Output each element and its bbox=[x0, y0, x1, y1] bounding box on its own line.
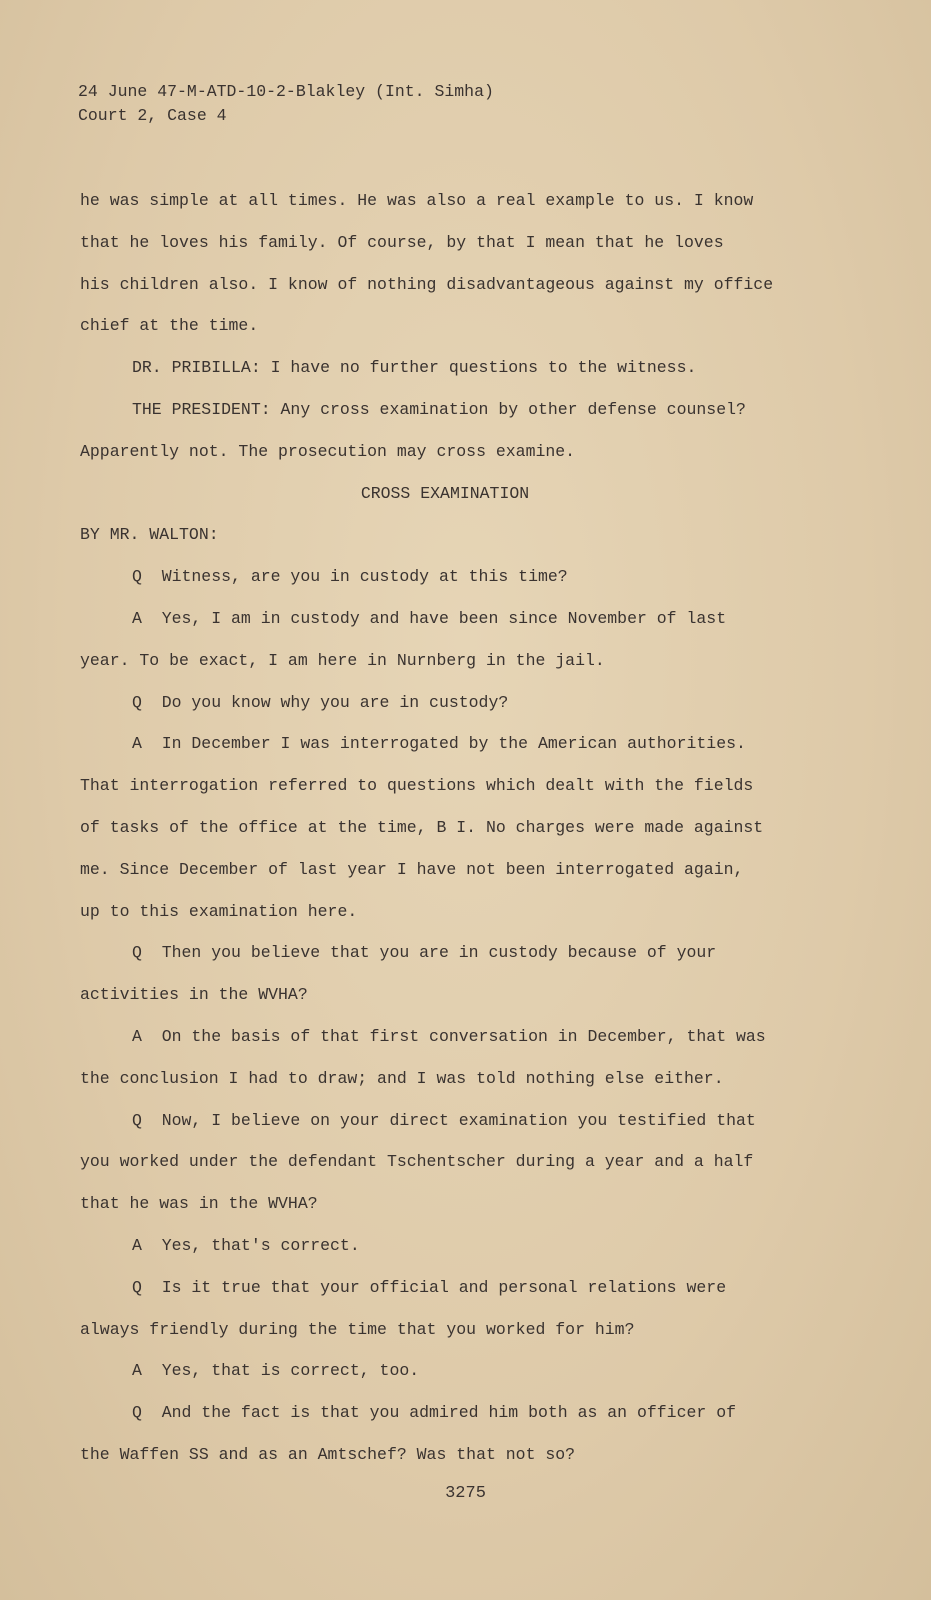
speaker-line: THE PRESIDENT: Any cross examination by other defense counsel? bbox=[132, 399, 746, 419]
answer-line: A Yes, that's correct. bbox=[132, 1235, 360, 1255]
answer-line: A On the basis of that first conversation in December, that was bbox=[132, 1026, 766, 1046]
examiner-line: BY MR. WALTON: bbox=[80, 525, 219, 545]
text-line: up to this examination here. bbox=[80, 901, 358, 921]
text-line: his children also. I know of nothing disadvantageous against my office bbox=[80, 274, 774, 294]
answer-line: A In December I was interrogated by the American authorities. bbox=[132, 734, 746, 754]
transcript-body bbox=[80, 180, 810, 1476]
question-line: Q And the fact is that you admired him both as an officer of bbox=[132, 1403, 736, 1423]
section-heading: CROSS EXAMINATION bbox=[360, 483, 530, 503]
text-line: year. To be exact, I am here in Nurnberg in the jail. bbox=[80, 650, 605, 670]
text-line: the Waffen SS and as an Amtschef? Was that not so? bbox=[80, 1444, 576, 1464]
question-line: Q Is it true that your official and personal relations were bbox=[132, 1277, 727, 1297]
header-court-line: Court 2, Case 4 bbox=[78, 106, 227, 125]
text-line: That interrogation referred to questions which dealt with the fields bbox=[80, 776, 754, 796]
text-line: chief at the time. bbox=[80, 316, 259, 336]
text-line: of tasks of the office at the time, B I. No charges were made against bbox=[80, 817, 764, 837]
text-line: that he was in the WVHA? bbox=[80, 1194, 318, 1214]
text-line: Apparently not. The prosecution may cross examine. bbox=[80, 441, 576, 461]
text-line: he was simple at all times. He was also a real example to us. I know bbox=[80, 191, 754, 210]
text-line: me. Since December of last year I have not been interrogated again, bbox=[80, 859, 744, 879]
text-line: activities in the WVHA? bbox=[80, 985, 308, 1005]
answer-line: A Yes, I am in custody and have been since November of last bbox=[132, 608, 727, 628]
text-line: you worked under the defendant Tschentscher during a year and a half bbox=[80, 1152, 754, 1172]
question-line: Q Witness, are you in custody at this time? bbox=[132, 567, 568, 587]
text-line: always friendly during the time that you worked for him? bbox=[80, 1319, 635, 1339]
answer-line: A Yes, that is correct, too. bbox=[132, 1361, 420, 1381]
page-number: 3275 bbox=[445, 1484, 486, 1503]
question-line: Q Do you know why you are in custody? bbox=[132, 692, 509, 712]
question-line: Q Then you believe that you are in custody because of your bbox=[132, 943, 717, 963]
question-line: Q Now, I believe on your direct examination you testified that bbox=[132, 1110, 756, 1130]
text-line: the conclusion I had to draw; and I was told nothing else either. bbox=[80, 1068, 724, 1088]
speaker-line: DR. PRIBILLA: I have no further questions to the witness. bbox=[132, 358, 697, 378]
document-header bbox=[78, 80, 494, 128]
header-case-line: 24 June 47-M-ATD-10-2-Blakley (Int. Simha) bbox=[78, 82, 494, 101]
text-line: that he loves his family. Of course, by that I mean that he loves bbox=[80, 232, 724, 252]
